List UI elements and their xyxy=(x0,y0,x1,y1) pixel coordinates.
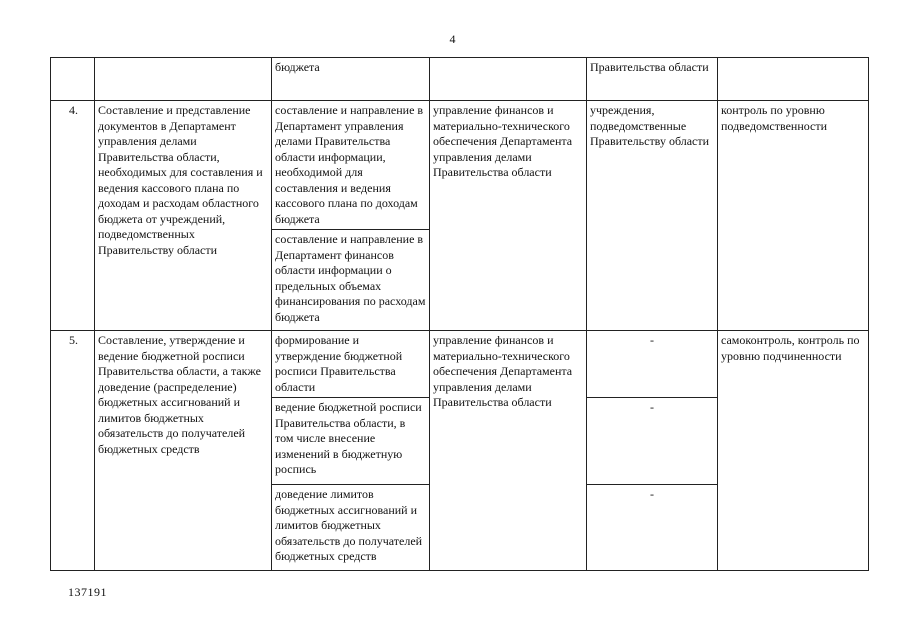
document-code: 137191 xyxy=(68,585,107,599)
table-row xyxy=(51,58,869,101)
row-operation: формирование и утверждение бюджетной росписи Правительства области xyxy=(272,331,430,398)
row-number: 4. xyxy=(51,101,95,331)
row-function: Составление и представление документов в Департамент управления делами Правительства области, необходимых для составления и ведения кассового плана по доходам и расходам областного бюджета от учреждений, подведомственных Правительству области xyxy=(95,101,272,331)
table-row xyxy=(51,331,869,398)
row-control: контроль по уровню подведомственности xyxy=(718,101,869,331)
row-number: 5. xyxy=(51,331,95,571)
cell-control xyxy=(718,58,869,101)
table-row xyxy=(51,101,869,230)
cell-participants: Правительства области xyxy=(587,58,718,101)
page-number: 4 xyxy=(449,32,456,46)
row-operation: составление и направление в Департамент управления делами Правительства области информации, необходимой для составления и ведения кассового плана по доходам бюджета xyxy=(272,101,430,230)
row-participants: - xyxy=(587,398,718,485)
cell-number xyxy=(51,58,95,101)
cell-responsible xyxy=(430,58,587,101)
row-participants: учреждения, подведомственные Правительству области xyxy=(587,101,718,331)
row-responsible: управление финансов и материально-технического обеспечения Департамента управления делами Правительства области xyxy=(430,101,587,331)
row-participants: - xyxy=(587,485,718,571)
row-responsible: управление финансов и материально-технического обеспечения Департамента управления делами Правительства области xyxy=(430,331,587,571)
cell-operation: бюджета xyxy=(272,58,430,101)
cell-function xyxy=(95,58,272,101)
row-control: самоконтроль, контроль по уровню подчиненности xyxy=(718,331,869,571)
row-operation: ведение бюджетной росписи Правительства области, в том числе внесение изменений в бюджетную роспись xyxy=(272,398,430,485)
row-participants: - xyxy=(587,331,718,398)
row-operation: составление и направление в Департамент финансов области информации о предельных объемах финансирования по расходам бюджета xyxy=(272,230,430,331)
row-function: Составление, утверждение и ведение бюджетной росписи Правительства области, а также доведение (распределение) бюджетных ассигнований и лимитов бюджетных обязательств до получателей бюджетных средств xyxy=(95,331,272,571)
row-operation: доведение лимитов бюджетных ассигнований и лимитов бюджетных обязательств до получателей бюджетных средств xyxy=(272,485,430,571)
procedures-table xyxy=(50,57,869,571)
